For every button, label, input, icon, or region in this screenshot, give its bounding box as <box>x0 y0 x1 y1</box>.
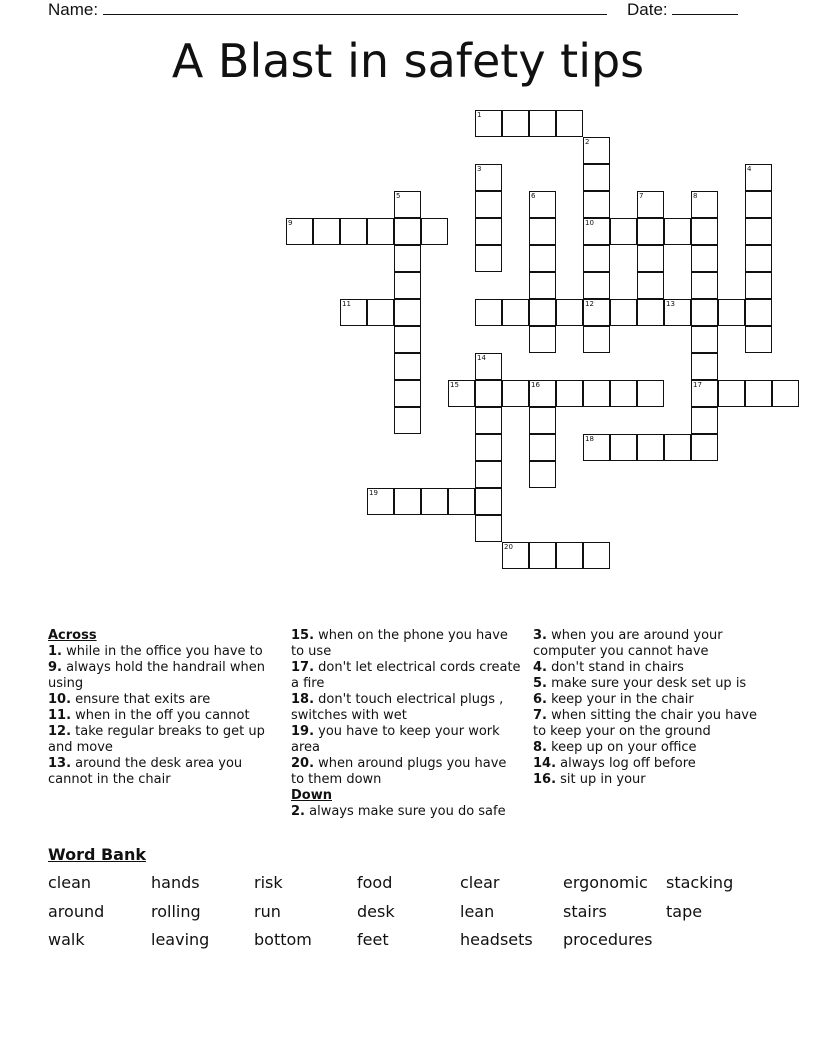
grid-cell[interactable] <box>691 272 718 299</box>
grid-cell[interactable] <box>745 380 772 407</box>
clue-number: 5. <box>533 676 547 691</box>
word-bank-word: risk <box>254 873 283 892</box>
down-heading: Down <box>291 788 332 803</box>
grid-cell[interactable] <box>394 407 421 434</box>
grid-cell[interactable] <box>529 299 556 326</box>
grid-cell[interactable] <box>475 434 502 461</box>
grid-cell[interactable] <box>394 218 421 245</box>
grid-cell[interactable] <box>313 218 340 245</box>
grid-cell[interactable] <box>745 326 772 353</box>
grid-cell[interactable] <box>340 299 367 326</box>
clue-number: 17 <box>693 381 702 389</box>
word-bank-word: hands <box>151 873 200 892</box>
word-bank-word: bottom <box>254 930 312 949</box>
word-bank-word: tape <box>666 901 703 921</box>
grid-cell[interactable] <box>610 299 637 326</box>
clue-number: 4. <box>533 660 547 675</box>
clue-number: 14 <box>477 354 486 362</box>
clue-number: 6 <box>531 192 536 200</box>
clue-number: 10 <box>585 219 594 227</box>
clue-number: 19. <box>291 724 315 739</box>
clue <box>48 644 280 660</box>
clue-number: 15. <box>291 628 315 643</box>
word-bank-title: Word Bank <box>48 845 147 864</box>
grid-cell[interactable] <box>664 434 691 461</box>
grid-cell[interactable] <box>745 218 772 245</box>
grid-cell[interactable] <box>718 299 745 326</box>
grid-cell[interactable] <box>475 164 502 191</box>
clue-text: sit up in your <box>556 772 646 787</box>
clue-number: 7. <box>533 708 547 723</box>
clue-number: 3. <box>533 628 547 643</box>
clue-number: 8. <box>533 740 547 755</box>
clue-number: 13 <box>666 300 675 308</box>
clue-text: don't stand in chairs <box>546 660 684 675</box>
clue-text: make sure your desk set up is <box>546 676 747 691</box>
word-bank-word: ergonomic <box>563 873 648 892</box>
grid-cell[interactable] <box>583 380 610 407</box>
clue <box>533 708 769 740</box>
grid-cell[interactable] <box>394 245 421 272</box>
grid-cell[interactable] <box>691 380 718 407</box>
grid-cell[interactable] <box>583 191 610 218</box>
clue-text: take regular breaks to get up and move <box>48 724 265 755</box>
clue <box>291 756 523 788</box>
grid-cell[interactable] <box>475 461 502 488</box>
grid-cell[interactable] <box>475 218 502 245</box>
clue <box>533 676 769 692</box>
grid-cell[interactable] <box>529 542 556 569</box>
clue <box>48 708 280 724</box>
grid-cell[interactable] <box>691 218 718 245</box>
clue-number: 9. <box>48 660 62 675</box>
grid-cell[interactable] <box>475 353 502 380</box>
grid-cell[interactable] <box>691 434 718 461</box>
across-heading: Across <box>48 628 97 643</box>
grid-cell[interactable] <box>637 218 664 245</box>
grid-cell[interactable] <box>556 380 583 407</box>
word-bank-word: desk <box>357 901 395 921</box>
clue-number: 13. <box>48 756 72 771</box>
grid-cell[interactable] <box>529 272 556 299</box>
grid-cell[interactable] <box>286 218 313 245</box>
clue-number: 1. <box>48 644 62 659</box>
clue-number: 16. <box>533 772 557 787</box>
clue-text: ensure that exits are <box>71 692 211 707</box>
clue <box>533 756 769 772</box>
word-bank-word: around <box>48 901 105 921</box>
clue-text: while in the office you have to <box>61 644 263 659</box>
clue-number: 3 <box>477 165 482 173</box>
clues-column-1 <box>48 628 280 788</box>
clue-number: 10. <box>48 692 72 707</box>
name-label: Name: <box>48 0 99 19</box>
clue <box>533 740 769 756</box>
word-bank-word: headsets <box>460 930 533 949</box>
clue-text: don't touch electrical plugs , switches with wet <box>291 692 504 723</box>
grid-cell[interactable] <box>637 272 664 299</box>
clue-number: 12. <box>48 724 72 739</box>
clue <box>291 804 523 820</box>
grid-cell[interactable] <box>367 488 394 515</box>
grid-cell[interactable] <box>475 299 502 326</box>
clue <box>48 724 280 756</box>
clue-number: 11 <box>342 300 351 308</box>
clue-number: 16 <box>531 381 540 389</box>
clue-text: keep your in the chair <box>546 692 694 707</box>
grid-cell[interactable] <box>772 380 799 407</box>
clue-text: always log off before <box>556 756 696 771</box>
puzzle-title: A Blast in safety tips <box>171 34 645 88</box>
clue-number: 6. <box>533 692 547 707</box>
grid-cell[interactable] <box>745 245 772 272</box>
grid-cell[interactable] <box>475 515 502 542</box>
clue-number: 14. <box>533 756 557 771</box>
clue <box>48 660 280 692</box>
grid-cell[interactable] <box>475 191 502 218</box>
grid-cell[interactable] <box>637 245 664 272</box>
clue-number: 7 <box>639 192 644 200</box>
clue-number: 2 <box>585 138 590 146</box>
clue-text: you have to keep your work area <box>291 724 500 755</box>
word-bank-word: feet <box>357 930 389 949</box>
grid-cell[interactable] <box>610 218 637 245</box>
clue-text: always hold the handrail when using <box>48 660 266 691</box>
grid-cell[interactable] <box>610 434 637 461</box>
grid-cell[interactable] <box>448 488 475 515</box>
grid-cell[interactable] <box>421 218 448 245</box>
grid-cell[interactable] <box>610 380 637 407</box>
grid-cell[interactable] <box>475 245 502 272</box>
clue-text: around the desk area you cannot in the chair <box>48 756 243 787</box>
grid-cell[interactable] <box>475 407 502 434</box>
grid-cell[interactable] <box>691 353 718 380</box>
grid-cell[interactable] <box>691 326 718 353</box>
clue-text: when you are around your computer you cannot have <box>533 628 723 659</box>
grid-cell[interactable] <box>664 299 691 326</box>
clue <box>533 772 769 788</box>
grid-cell[interactable] <box>394 326 421 353</box>
grid-cell[interactable] <box>502 299 529 326</box>
grid-cell[interactable] <box>394 353 421 380</box>
clue-text: when in the off you cannot <box>71 708 250 723</box>
grid-cell[interactable] <box>529 191 556 218</box>
grid-cell[interactable] <box>529 461 556 488</box>
grid-cell[interactable] <box>583 137 610 164</box>
grid-cell[interactable] <box>745 164 772 191</box>
grid-cell[interactable] <box>394 380 421 407</box>
clue-number: 12 <box>585 300 594 308</box>
word-bank-word: leaving <box>151 930 210 949</box>
clues-column-3 <box>533 628 769 788</box>
clue <box>533 628 769 660</box>
word-bank-word: clear <box>460 873 500 892</box>
grid-cell[interactable] <box>745 191 772 218</box>
clue-number: 5 <box>396 192 401 200</box>
clue-number: 9 <box>288 219 293 227</box>
grid-cell[interactable] <box>718 380 745 407</box>
grid-cell[interactable] <box>583 542 610 569</box>
clue <box>291 724 523 756</box>
grid-cell[interactable] <box>340 218 367 245</box>
date-label: Date: <box>627 0 668 19</box>
grid-cell[interactable] <box>637 299 664 326</box>
grid-cell[interactable] <box>583 326 610 353</box>
grid-cell[interactable] <box>529 407 556 434</box>
grid-cell[interactable] <box>583 434 610 461</box>
grid-cell[interactable] <box>475 488 502 515</box>
grid-cell[interactable] <box>367 299 394 326</box>
clue-number: 17. <box>291 660 315 675</box>
clue-number: 18. <box>291 692 315 707</box>
grid-cell[interactable] <box>448 380 475 407</box>
grid-cell[interactable] <box>529 245 556 272</box>
grid-cell[interactable] <box>691 191 718 218</box>
clue-text: when on the phone you have to use <box>291 628 508 659</box>
grid-cell[interactable] <box>583 164 610 191</box>
grid-cell[interactable] <box>394 191 421 218</box>
grid-cell[interactable] <box>637 191 664 218</box>
grid-cell[interactable] <box>583 299 610 326</box>
clue-number: 2. <box>291 804 305 819</box>
grid-cell[interactable] <box>475 380 502 407</box>
clue <box>48 692 280 708</box>
grid-cell[interactable] <box>556 299 583 326</box>
clue-text: always make sure you do safe <box>304 804 506 819</box>
word-bank-word: stacking <box>666 873 734 892</box>
grid-cell[interactable] <box>421 488 448 515</box>
clue-text: when sitting the chair you have to keep your on the ground <box>533 708 757 739</box>
grid-cell[interactable] <box>394 299 421 326</box>
grid-cell[interactable] <box>529 110 556 137</box>
clue-number: 11. <box>48 708 72 723</box>
clue <box>291 660 523 692</box>
clue-number: 20 <box>504 543 513 551</box>
grid-cell[interactable] <box>745 272 772 299</box>
grid-cell[interactable] <box>583 245 610 272</box>
clues-column-2 <box>291 628 523 820</box>
grid-cell[interactable] <box>502 380 529 407</box>
word-bank-word: clean <box>48 873 92 892</box>
grid-cell[interactable] <box>502 542 529 569</box>
grid-cell[interactable] <box>529 326 556 353</box>
clue-text: keep up on your office <box>546 740 697 755</box>
word-bank-word: run <box>254 901 281 921</box>
grid-cell[interactable] <box>502 110 529 137</box>
word-bank-word: food <box>357 873 393 892</box>
clue <box>291 692 523 724</box>
word-bank-word: walk <box>48 930 85 949</box>
clue <box>533 660 769 676</box>
clue-number: 18 <box>585 435 594 443</box>
grid-cell[interactable] <box>745 299 772 326</box>
word-bank-word: rolling <box>151 901 201 921</box>
grid-cell[interactable] <box>529 218 556 245</box>
clue <box>48 756 280 788</box>
grid-cell[interactable] <box>475 110 502 137</box>
grid-cell[interactable] <box>394 488 421 515</box>
clue-number: 8 <box>693 192 698 200</box>
word-bank-word: stairs <box>563 901 607 921</box>
grid-cell[interactable] <box>529 434 556 461</box>
grid-cell[interactable] <box>691 407 718 434</box>
grid-cell[interactable] <box>556 110 583 137</box>
grid-cell[interactable] <box>664 218 691 245</box>
clue-number: 15 <box>450 381 459 389</box>
grid-cell[interactable] <box>637 380 664 407</box>
clue-number: 20. <box>291 756 315 771</box>
clue-number: 4 <box>747 165 752 173</box>
word-bank-word: lean <box>460 901 495 921</box>
word-bank-word: procedures <box>563 930 653 949</box>
clue-text: don't let electrical cords create a fire <box>291 660 521 691</box>
grid-cell[interactable] <box>691 299 718 326</box>
clue <box>291 628 523 660</box>
grid-cell[interactable] <box>583 218 610 245</box>
grid-cell[interactable] <box>529 380 556 407</box>
clue-number: 1 <box>477 111 482 119</box>
clue <box>533 692 769 708</box>
grid-cell[interactable] <box>556 542 583 569</box>
grid-cell[interactable] <box>367 218 394 245</box>
clue-text: when around plugs you have to them down <box>291 756 507 787</box>
grid-cell[interactable] <box>637 434 664 461</box>
grid-cell[interactable] <box>583 272 610 299</box>
clue-number: 19 <box>369 489 378 497</box>
grid-cell[interactable] <box>691 245 718 272</box>
grid-cell[interactable] <box>394 272 421 299</box>
